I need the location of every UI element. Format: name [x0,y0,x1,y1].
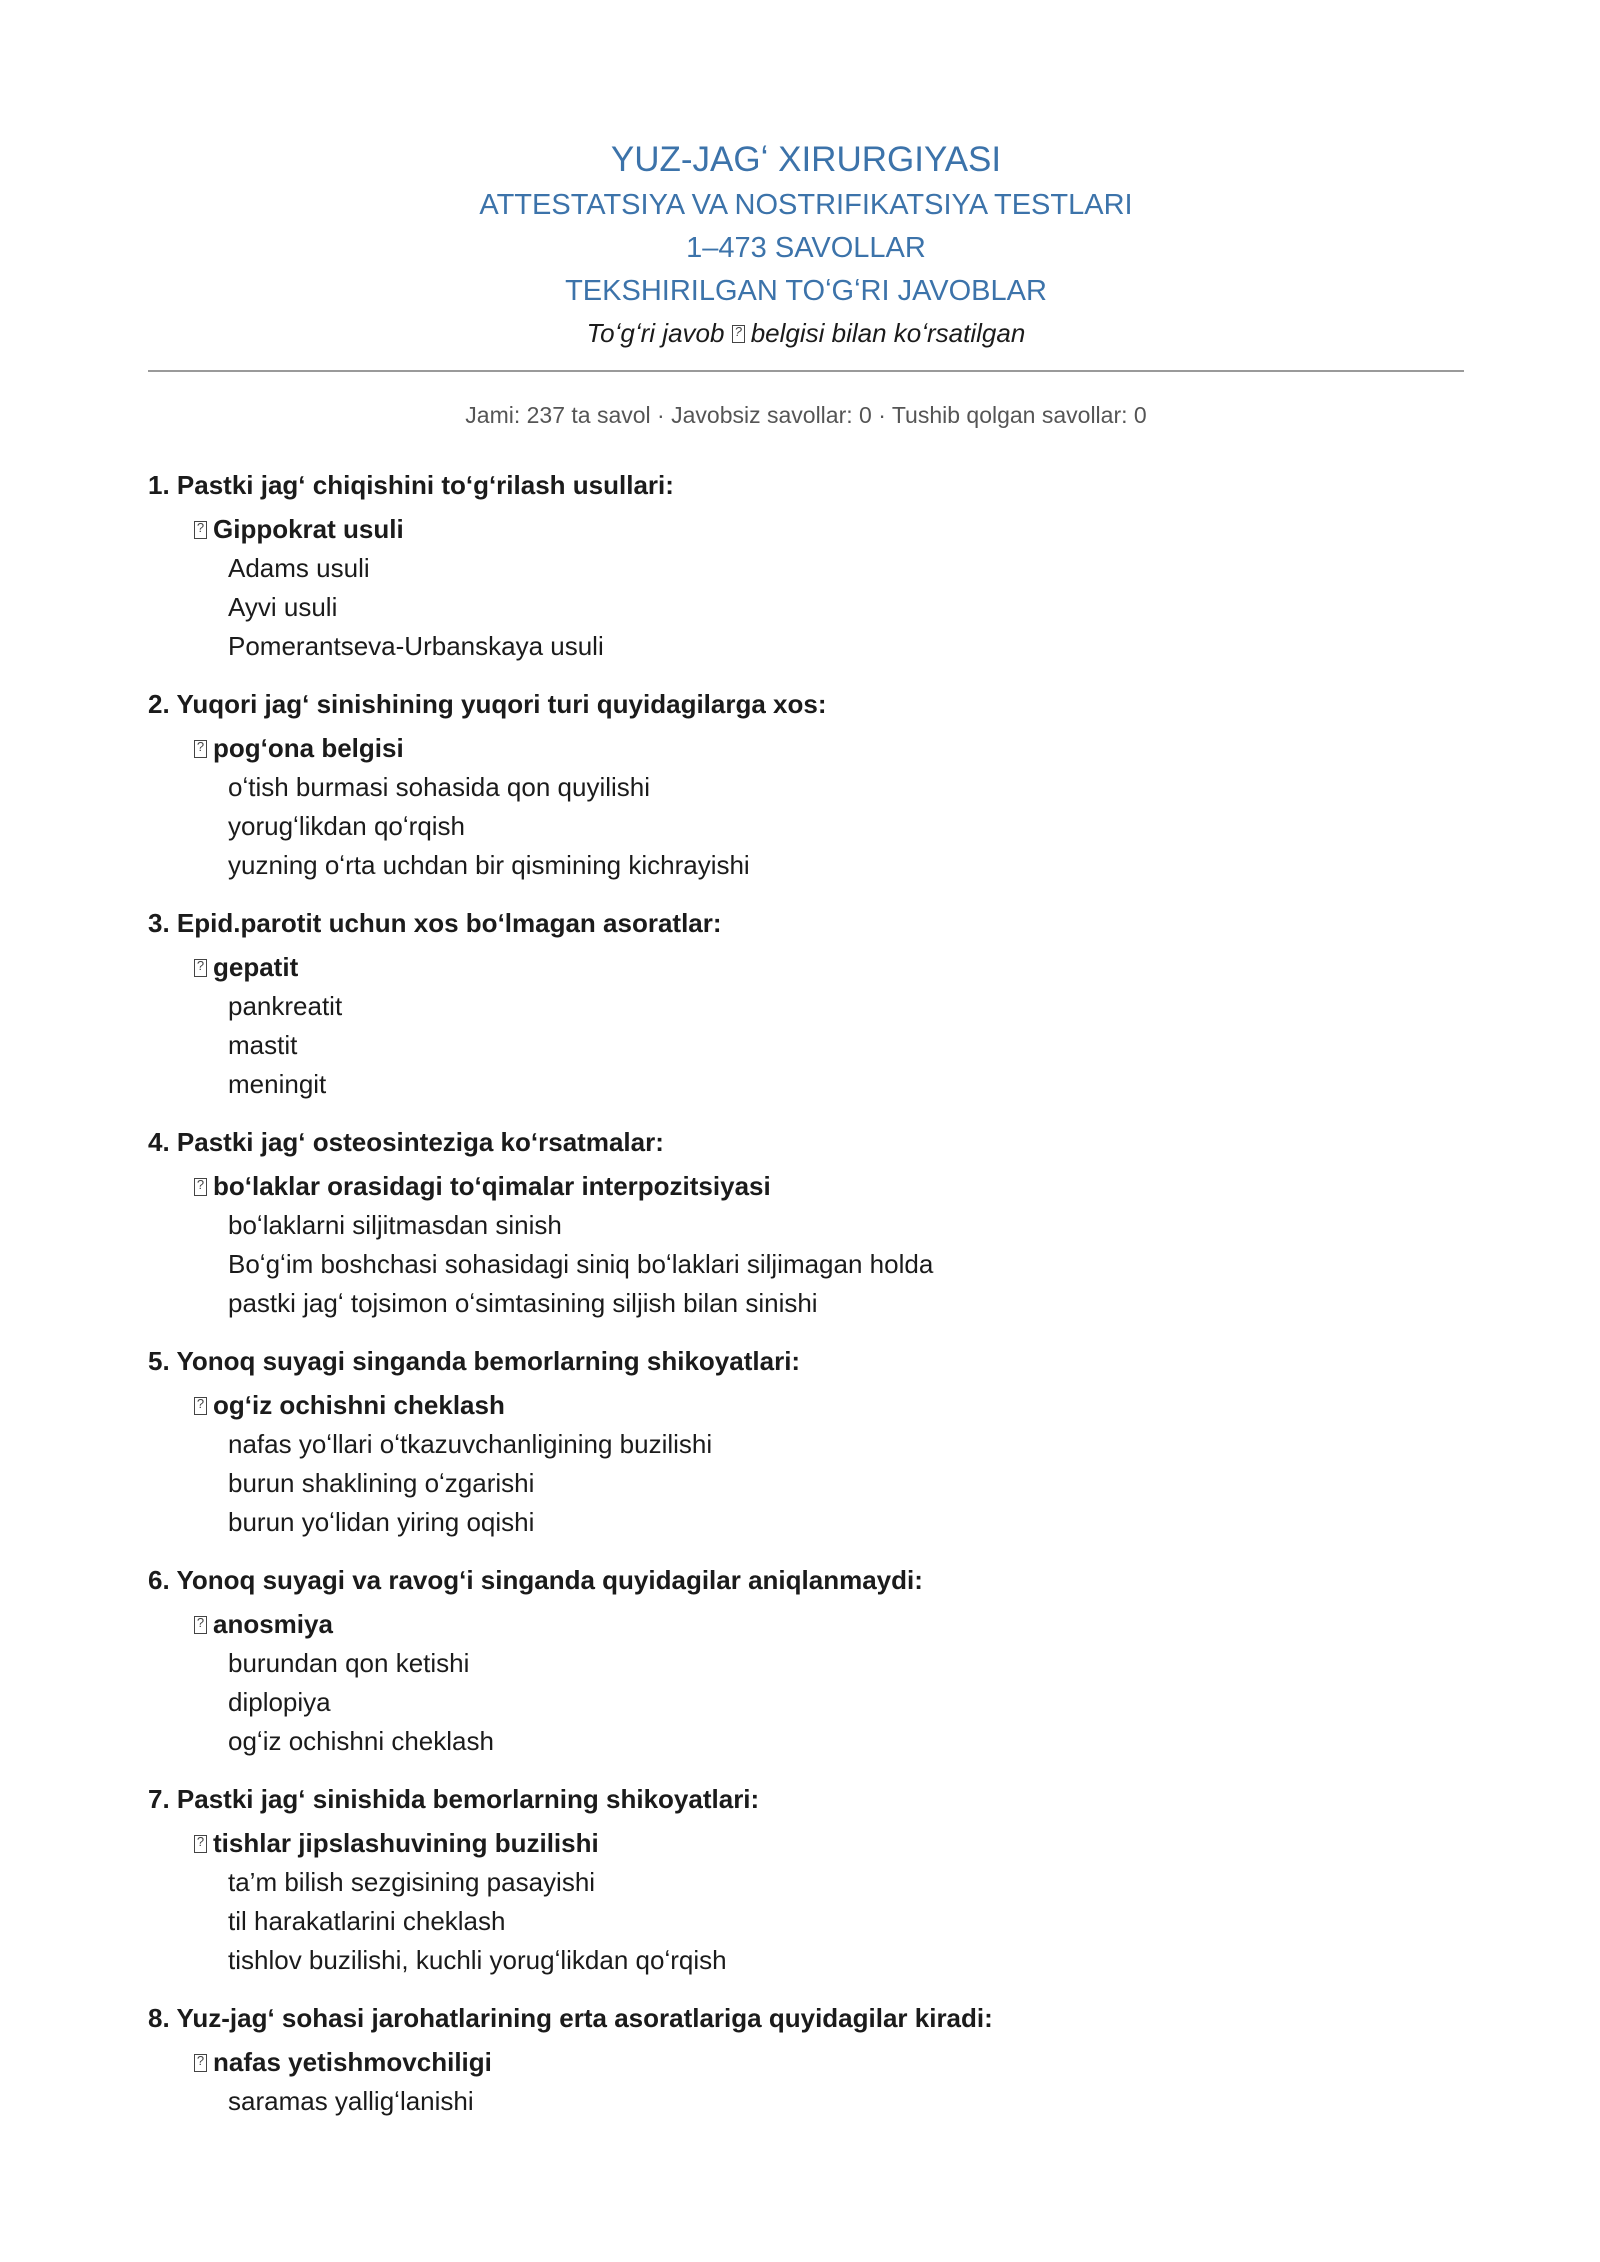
correct-answer-text: tishlar jipslashuvining buzilishi [213,1828,599,1858]
answer-option: pankreatit [228,991,343,1021]
question-title: 2. Yuqori jagʻ sinishining yuqori turi quyidagilarga xos: [148,689,827,719]
answer-option: Boʻgʻim boshchasi sohasidagi siniq boʻlaklari siljimagan holda [228,1249,934,1279]
answer-option: ogʻiz ochishni cheklash [228,1726,494,1756]
answer-option: burundan qon ketishi [228,1648,470,1678]
correct-answer-text: nafas yetishmovchiligi [213,2047,492,2077]
legend-note-after: belgisi bilan koʻrsatilgan [750,318,1026,348]
answer-option: til harakatlarini cheklash [228,1906,506,1936]
correct-mark-icon [194,1616,207,1634]
question-block [148,466,1464,685]
correct-mark-icon [194,1397,207,1415]
question-title: 5. Yonoq suyagi singanda bemorlarning shikoyatlari: [148,1346,801,1376]
question-list [148,466,1464,2218]
question-block [148,1123,1464,1342]
correct-answer [194,510,1464,549]
document-subtitle: ATTESTATSIYA VA NOSTRIFIKATSIYA TESTLARI [479,189,1133,221]
answer-option: yorugʻlikdan qoʻrqish [228,811,466,841]
answer-option: tishlov buzilishi, kuchli yorugʻlikdan qoʻrqish [228,1945,727,1975]
correct-answer [194,729,1464,768]
correct-answer [194,1167,1464,1206]
correct-answer-text: boʻlaklar orasidagi toʻqimalar interpozitsiyasi [213,1171,771,1201]
answer-option: Adams usuli [228,553,370,583]
answer-option: boʻlaklarni siljitmasdan sinish [228,1210,562,1240]
answer-option: Ayvi usuli [228,592,338,622]
question-block [148,1999,1464,2218]
correct-mark-icon [194,740,207,758]
question-block [148,1342,1464,1561]
question-title: 6. Yonoq suyagi va ravogʻi singanda quyidagilar aniqlanmaydi: [148,1565,923,1595]
answer-option: yuzning oʻrta uchdan bir qismining kichrayishi [228,850,750,880]
answer-option: mastit [228,1030,298,1060]
document-title: YUZ-JAGʻ XIRURGIYASI [610,140,1002,179]
correct-answer [194,1824,1464,1863]
correct-answer [194,1605,1464,1644]
question-block [148,1561,1464,1780]
correct-answer-text: pogʻona belgisi [213,733,404,763]
question-title: 8. Yuz-jagʻ sohasi jarohatlarining erta asoratlariga quyidagilar kiradi: [148,2003,993,2033]
question-title: 3. Epid.parotit uchun xos boʻlmagan asoratlar: [148,908,722,938]
question-block [148,1780,1464,1999]
answers-heading: TEKSHIRILGAN TOʻGʻRI JAVOBLAR [565,275,1047,307]
header-divider [148,370,1464,372]
correct-mark-icon [194,959,207,977]
correct-mark-icon [194,521,207,539]
correct-answer [194,2043,1464,2082]
document-header [148,136,1464,353]
legend-note [148,313,1464,353]
answer-option: oʻtish burmasi sohasida qon quyilishi [228,772,651,802]
answer-option: burun yoʻlidan yiring oqishi [228,1507,535,1537]
answer-option: nafas yoʻllari oʻtkazuvchanligining buzilishi [228,1429,713,1459]
summary-stats: Jami: 237 ta savol · Javobsiz savollar: 0 · Tushib qolgan savollar: 0 [465,402,1147,428]
correct-mark-icon [194,2054,207,2072]
correct-mark-icon [732,325,745,343]
correct-mark-icon [194,1835,207,1853]
correct-mark-icon [194,1178,207,1196]
answer-option: Pomerantseva-Urbanskaya usuli [228,631,604,661]
answer-option: saramas yalligʻlanishi [228,2086,474,2116]
correct-answer [194,1386,1464,1425]
answer-option: burun shaklining oʻzgarishi [228,1468,535,1498]
legend-note-before: Toʻgʻri javob [586,318,725,348]
correct-answer-text: ogʻiz ochishni cheklash [213,1390,505,1420]
answer-option: ta’m bilish sezgisining pasayishi [228,1867,596,1897]
answer-option: meningit [228,1069,327,1099]
answer-option: diplopiya [228,1687,331,1717]
question-block [148,685,1464,904]
question-block [148,904,1464,1123]
question-title: 4. Pastki jagʻ osteosinteziga koʻrsatmalar: [148,1127,664,1157]
correct-answer-text: Gippokrat usuli [213,514,404,544]
correct-answer [194,948,1464,987]
question-range: 1–473 SAVOLLAR [686,232,926,264]
question-title: 1. Pastki jagʻ chiqishini toʻgʻrilash usullari: [148,470,674,500]
answer-option: pastki jagʻ tojsimon oʻsimtasining siljish bilan sinishi [228,1288,818,1318]
correct-answer-text: anosmiya [213,1609,333,1639]
question-title: 7. Pastki jagʻ sinishida bemorlarning shikoyatlari: [148,1784,760,1814]
correct-answer-text: gepatit [213,952,299,982]
